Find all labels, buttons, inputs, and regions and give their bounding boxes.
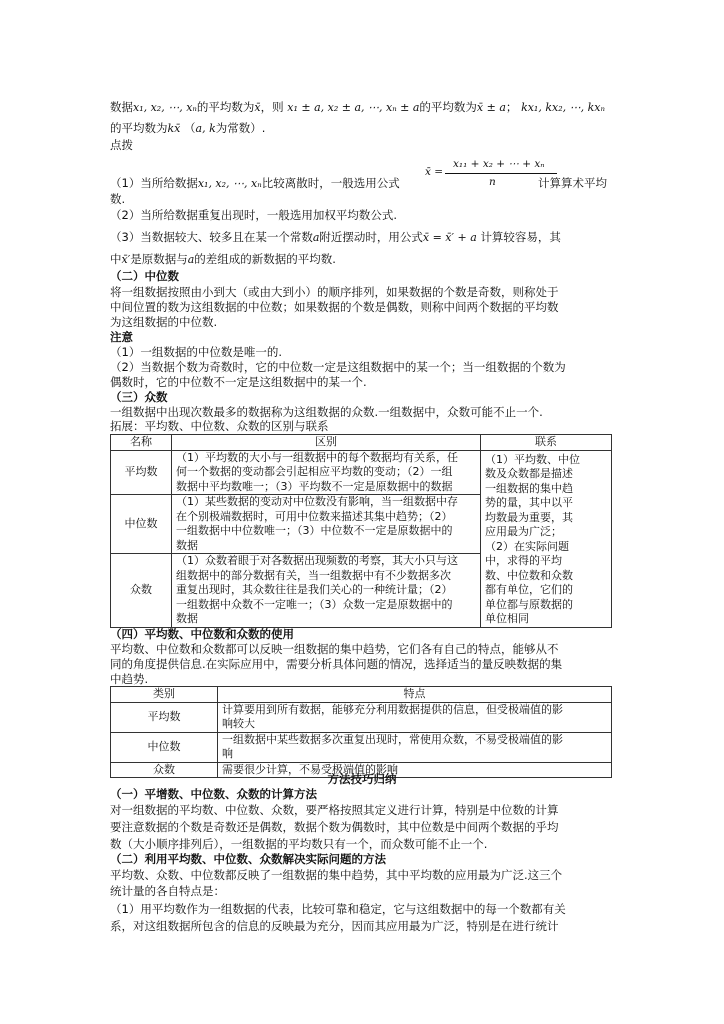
methods-p6: （1）用平均数作为一组数据的代表，比较可靠和稳定，它与这组数据中的每一个数都有关 (110, 902, 566, 916)
cell-line: 一组数据的集中趋 (485, 481, 573, 495)
cell-line: 均数最为重要，其 (485, 510, 573, 524)
tip-3-cont (110, 252, 336, 267)
fraction-bar (445, 173, 557, 174)
table-row (111, 702, 612, 732)
methods-p3: 数（大小顺序排列后），一组数据的平均数只有一个，而众数可能不止一个. (110, 837, 488, 851)
methods-p7: 系，对这组数据所包含的信息的反映最为充分，因而其应用最为广泛，特别是在进行统计 (110, 919, 559, 933)
methods-p1: 对一组数据的平均数、中位数、众数，要严格按照其定义进行计算，特别是中位数的计算 (110, 803, 559, 817)
methods-p2: 要注意数据的个数是奇数还是偶数，数据个数为偶数时，其中位数是中间两个数据的乎均 (110, 820, 559, 834)
comparison-table (110, 434, 612, 628)
tip-1-end: 数. (110, 192, 126, 206)
formula: a, k (195, 122, 216, 135)
features-table (110, 686, 612, 778)
text: 的平均数为 (419, 100, 477, 114)
cell-line: （1）平均数的大小与一组数据中的每个数据均有关系，任 (176, 450, 458, 464)
table-header: 类别 (111, 687, 218, 703)
row-feature (218, 702, 612, 732)
cell-line: 中，求得的平均 (485, 554, 562, 567)
row-name: 平均数 (111, 702, 218, 732)
cell-line: 响较大 (222, 717, 255, 730)
mean-property-line-2 (110, 121, 265, 136)
text: 的平均数为 (196, 100, 255, 114)
formula: kx̄ (167, 122, 181, 135)
mode-p1: 一组数据中出现次数最多的数据称为这组数据的众数.一组数据中，众数可能不止一个. (110, 405, 543, 419)
cell-line: 一组数据中众数不一定唯一；（3）众数一定是原数据中的 (176, 597, 453, 611)
cell-line: 一组数据中中位数唯一；（3）中位数不一定是原数据中的 (176, 524, 453, 537)
note-2: （2）当数据个数为奇数时，它的中位数一定是这组数据中的某一个；当一组数据的个数为 (110, 360, 566, 374)
text: 计算较容易，其 (480, 230, 561, 244)
methods-p5: 统计量的各自特点是： (110, 884, 225, 898)
formula: x₁, x₂, ⋯, xₙ (133, 101, 197, 114)
row-name: 中位数 (111, 732, 218, 762)
formula-lhs: x̄ = (425, 166, 444, 178)
median-p3: 为这组数据的中位数. (110, 315, 218, 329)
table-row (111, 732, 612, 762)
usage-p2: 同的角度提供信息.在实际应用中，需要分析具体问题的情况，选择适当的量反映数据的集 (110, 657, 563, 671)
mean-property-line-1 (110, 100, 605, 115)
text: 中 (110, 252, 122, 266)
table-header-row (111, 687, 612, 703)
row-name: 平均数 (111, 450, 172, 495)
methods-h2: （二）利用平均数、中位数、众数解决实际问题的方法 (110, 852, 386, 866)
mode-heading: （三）众数 (110, 390, 168, 404)
methods-p4: 平均数、众数、中位数都反映了一组数据的集中趋势，其中平均数的应用最为广泛.这三个 (110, 868, 563, 882)
text: 的差组成的新数据的平均数. (194, 252, 336, 266)
formula: x₁, x₂, ⋯, xₙ (197, 177, 262, 190)
cell-line: 在个别极端数据时，可用中位数来描述其集中趋势；（2） (176, 509, 453, 523)
row-diff (172, 554, 481, 628)
tip-2: （2）当所给数据重复出现时，一般选用加权平均数公式. (110, 208, 397, 222)
cell-line: 势的量，其中以平 (485, 496, 573, 509)
row-feature (218, 732, 612, 762)
formula: x̄′ (121, 253, 131, 266)
text: ； (505, 100, 518, 114)
relation-cell (481, 450, 612, 627)
cell-line: 重复出现时，其众数往往是我们关心的一种统计量；（2） (176, 583, 453, 596)
cell-line: 单位都与原数据的 (485, 597, 573, 611)
cell-line: （2）在实际问题 (485, 539, 569, 553)
cell-line: 单位相同 (485, 612, 529, 625)
cell-line: 需要很少计算，不易受极端值的影响 (222, 762, 398, 776)
formula-denominator: n (489, 176, 496, 188)
note-3: 偶数时，它的中位数不一定是这组数据中的某一个. (110, 375, 367, 389)
text: 是原数据与 (130, 252, 188, 266)
text: （ (184, 121, 196, 135)
table-header: 特点 (218, 687, 612, 703)
cell-line: （1）某些数据的变动对中位数没有影响，当一组数据中存 (176, 495, 458, 508)
cell-line: 组数据中的部分数据有关，当一组数据中有不少数据多次 (176, 568, 451, 582)
cell-line: 计算要用到所有数据，能够充分利用数据提供的信息，但受极端值的影 (222, 702, 563, 716)
formula: a (187, 253, 195, 266)
table-header-row (111, 435, 612, 451)
formula: x₁ ± a, x₂ ± a, ⋯, xₙ ± a (287, 101, 420, 114)
note-heading: 注意 (110, 330, 133, 344)
cell-line: 何一个数据的变动都会引起相应平均数的变动；（2）一组 (176, 465, 453, 478)
text: 的平均数为 (110, 121, 168, 135)
cell-line: 一组数据中某些数据多次重复出现时，常使用众数，不易受极端值的影 (222, 732, 563, 746)
table-row (111, 450, 612, 495)
cell-line: 响 (222, 747, 233, 760)
cell-line: （1）平均数、中位 (485, 452, 580, 466)
row-diff (172, 450, 481, 495)
row-name: 众数 (111, 554, 172, 628)
row-diff (172, 495, 481, 554)
tip-3 (110, 230, 561, 245)
formula: x̄ = x̄′ + a (422, 231, 477, 244)
cell-line: 应用最为广泛； (485, 525, 562, 538)
mode-p2: 拓展：平均数、中位数、众数的区别与联系 (110, 419, 329, 433)
text: ，则 (260, 100, 284, 114)
text: 比较离散时，一般选用公式 (261, 176, 400, 190)
methods-title: 方法技巧归纳 (327, 772, 397, 786)
formula-numerator: x₁₁ + x₂ + ⋯ + xₙ (453, 158, 545, 170)
median-p2: 中间位置的数为这组数据的中位数；如果数据的个数是偶数，则称中间两个数据的平均数 (110, 300, 559, 314)
cell-line: 数据中平均数唯一；（3）平均数不一定是原数据中的数据 (176, 479, 453, 493)
formula: x̄ (254, 101, 261, 114)
text: 附近摆动时，用公式 (319, 230, 423, 244)
text: （1）当所给数据 (110, 176, 198, 190)
cell-line: 数、中位数和众数 (485, 568, 573, 582)
cell-line: （1）众数着眼于对各数据出现频数的考察，其大小只与这 (176, 554, 458, 567)
median-heading: （二）中位数 (110, 269, 179, 283)
note-1: （1）一组数据的中位数是唯一的. (110, 345, 282, 359)
usage-heading: （四）平均数、中位数和众数的使用 (110, 627, 294, 641)
formula: x̄ ± a (476, 101, 506, 114)
tip-1 (110, 176, 400, 191)
table-header: 联系 (481, 435, 612, 451)
table-header: 区别 (172, 435, 481, 451)
row-name: 众数 (111, 762, 218, 778)
formula: kx₁, kx₂, ⋯, kxₙ (521, 101, 605, 114)
cell-line: 数据 (176, 612, 198, 625)
usage-p3: 中趋势. (110, 672, 149, 686)
tips-title: 点拨 (110, 138, 133, 152)
tip-1-tail: 计算算术平均 (538, 176, 607, 190)
text: 数据 (110, 100, 133, 114)
text: 为常数）. (215, 121, 266, 135)
formula: a (312, 231, 320, 244)
table-header: 名称 (111, 435, 172, 451)
cell-line: 都有单位，它们的 (485, 583, 573, 596)
cell-line: 数及众数都是描述 (485, 467, 573, 480)
text: （3）当数据较大、较多且在某一个常数 (110, 230, 313, 244)
row-name: 中位数 (111, 495, 172, 554)
median-p1: 将一组数据按照由小到大（或由大到小）的顺序排列，如果数据的个数是奇数，则称处于 (110, 285, 559, 299)
usage-p1: 平均数、中位数和众数都可以反映一组数据的集中趋势，它们各有自己的特点，能够从不 (110, 642, 559, 656)
cell-line: 数据 (176, 538, 198, 552)
methods-h1: （一）平增数、中位数、众数的计算方法 (110, 787, 317, 801)
